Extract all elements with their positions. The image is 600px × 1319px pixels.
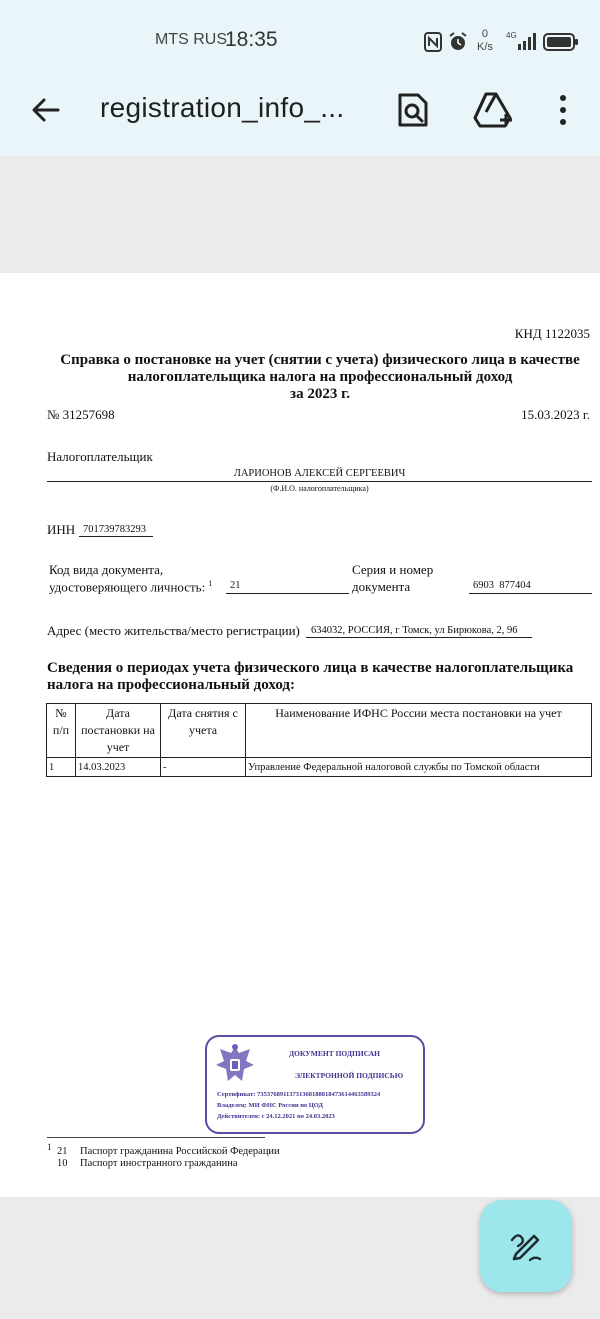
doc-code-underline	[226, 593, 349, 594]
stamp-certificate: Сертификат: 735376891137313681888184736144635893​24	[217, 1091, 381, 1098]
nfc-icon	[424, 32, 442, 57]
coat-of-arms-icon	[212, 1043, 258, 1090]
knd-code: КНД 1122035	[514, 326, 590, 341]
annotate-fab[interactable]	[480, 1200, 572, 1292]
taxpayer-name: ЛАРИОНОВ АЛЕКСЕЙ СЕРГЕЕВИЧ	[233, 468, 406, 479]
row-ifns-name: Управление Федеральной налоговой службы по Томской области	[246, 758, 592, 777]
stamp-line-2: ЭЛЕКТРОННОЙ ПОДПИСЬЮ	[295, 1071, 404, 1080]
net-speed	[477, 28, 493, 54]
footnote-text-1: Паспорт гражданина Российской Федерации	[80, 1146, 280, 1157]
heading-line-1: Справка о постановке на учет (снятии с учета) физического лица в качестве	[60, 352, 580, 368]
battery-icon	[543, 33, 579, 56]
back-arrow-icon[interactable]	[30, 94, 62, 131]
app-toolbar	[0, 80, 600, 156]
inn-underline	[79, 536, 153, 537]
document-heading	[40, 352, 600, 403]
heading-line-3: за 2023 г.	[290, 386, 350, 402]
footnote-text-2: Паспорт иностранного гражданина	[80, 1158, 238, 1169]
col-end-date: Дата снятия с учета	[161, 704, 246, 758]
address-value: 634032, РОССИЯ, г Томск, ул Бирюкова, 2, 96	[311, 625, 518, 636]
pdf-page[interactable]	[0, 273, 600, 1197]
stamp-owner: Владелец: МИ ФНС России по ЦОД	[217, 1102, 323, 1109]
pen-annotate-icon	[508, 1228, 544, 1269]
status-bar	[0, 0, 600, 80]
document-title: registration_info_...	[100, 92, 345, 123]
table-header-row	[47, 704, 592, 758]
certificate-date: 15.03.2023 г.	[521, 407, 590, 422]
net-speed-unit: K/s	[477, 41, 493, 53]
address-label: Адрес (место жительства/место регистрации)	[47, 623, 300, 638]
certificate-number: № 31257698	[47, 407, 115, 422]
add-to-drive-icon[interactable]	[472, 92, 516, 133]
taxpayer-underline	[47, 481, 592, 482]
find-in-document-icon[interactable]	[396, 92, 430, 133]
col-number: № п/п	[47, 704, 76, 758]
series-label-2: документа	[352, 579, 411, 594]
heading-line-2: налогоплательщика налога на профессиональный доход	[127, 369, 513, 385]
carrier-label: MTS RUS	[155, 31, 227, 48]
table-row	[47, 758, 592, 777]
e-signature-stamp	[205, 1035, 425, 1134]
doc-code-label-1: Код вида документа,	[49, 562, 164, 577]
net-speed-value: 0	[481, 28, 489, 40]
footnote-code-2: 10	[57, 1158, 68, 1169]
stamp-line-1: ДОКУМЕНТ ПОДПИСАН	[289, 1049, 380, 1058]
series-underline	[469, 593, 592, 594]
stamp-valid: Действителен: с 24.12.2021 по 24.03.2023	[217, 1113, 335, 1120]
taxpayer-caption: (Ф.И.О. налогоплательщика)	[270, 484, 369, 493]
viewer-background	[0, 156, 600, 273]
doc-code-label-2	[49, 579, 212, 595]
row-start-date: 14.03.2023	[76, 758, 161, 777]
doc-code-label-2-text: удостоверяющего личность:	[49, 579, 206, 595]
series-value: 6903 877404	[473, 580, 531, 591]
inn-value: 701739783293	[83, 524, 146, 535]
doc-code-footnote-ref: 1	[208, 579, 213, 588]
doc-code-value: 21	[230, 580, 241, 591]
row-number: 1	[47, 758, 76, 777]
more-options-icon[interactable]	[558, 94, 568, 131]
col-start-date: Дата постановки на учет	[76, 704, 161, 758]
row-end-date: -	[161, 758, 246, 777]
periods-table	[46, 703, 592, 777]
footnote-mark: 1	[47, 1142, 52, 1152]
signal-icon	[506, 30, 540, 57]
taxpayer-label: Налогоплательщик	[47, 449, 153, 464]
periods-heading: Сведения о периодах учета физического лица в качестве налогоплательщика налога на профессиональный доход:	[47, 660, 574, 693]
clock: 18:35	[225, 28, 278, 51]
series-label-1: Серия и номер	[352, 562, 434, 577]
alarm-icon	[448, 32, 468, 57]
col-ifns-name: Наименование ИФНС России места постановки на учет	[246, 704, 592, 758]
address-underline	[306, 637, 532, 638]
footnote-code-1: 21	[57, 1146, 68, 1157]
svg-text:4G: 4G	[506, 31, 517, 40]
footnote-divider	[47, 1137, 265, 1138]
inn-label: ИНН	[47, 522, 76, 537]
